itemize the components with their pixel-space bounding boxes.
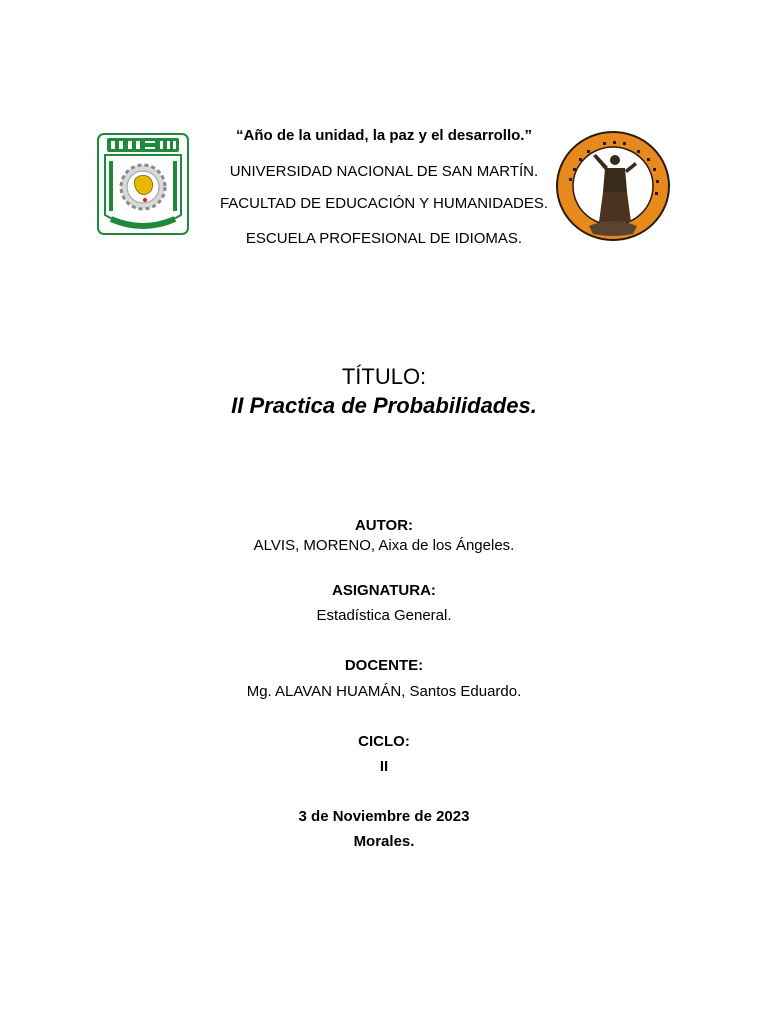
motto-text: “Año de la unidad, la paz y el desarrollo.” [236, 127, 532, 144]
unsm-logo-icon [97, 133, 189, 235]
teacher-label: DOCENTE: [344, 657, 424, 674]
teacher-name: Mg. ALAVAN HUAMÁN, Santos Eduardo. [246, 683, 522, 700]
faculty-name: FACULTAD DE EDUCACIÓN Y HUMANIDADES. [219, 195, 549, 212]
educatio-virtus-formalis-seal-icon [555, 130, 671, 242]
subject-name: Estadística General. [316, 607, 452, 624]
subject-label: ASIGNATURA: [332, 582, 436, 599]
school-name: ESCUELA PROFESIONAL DE IDIOMAS. [245, 230, 523, 247]
cycle-value: II [379, 758, 389, 775]
document-title: II Practica de Probabilidades. [231, 393, 537, 418]
author-label: AUTOR: [354, 517, 414, 534]
university-name: UNIVERSIDAD NACIONAL DE SAN MARTÍN. [229, 163, 539, 180]
date-text: 3 de Noviembre de 2023 [298, 808, 470, 825]
cycle-label: CICLO: [358, 733, 410, 750]
title-label: TÍTULO: [341, 364, 427, 389]
author-name: ALVIS, MORENO, Aixa de los Ángeles. [253, 537, 515, 554]
place-text: Morales. [353, 833, 415, 850]
